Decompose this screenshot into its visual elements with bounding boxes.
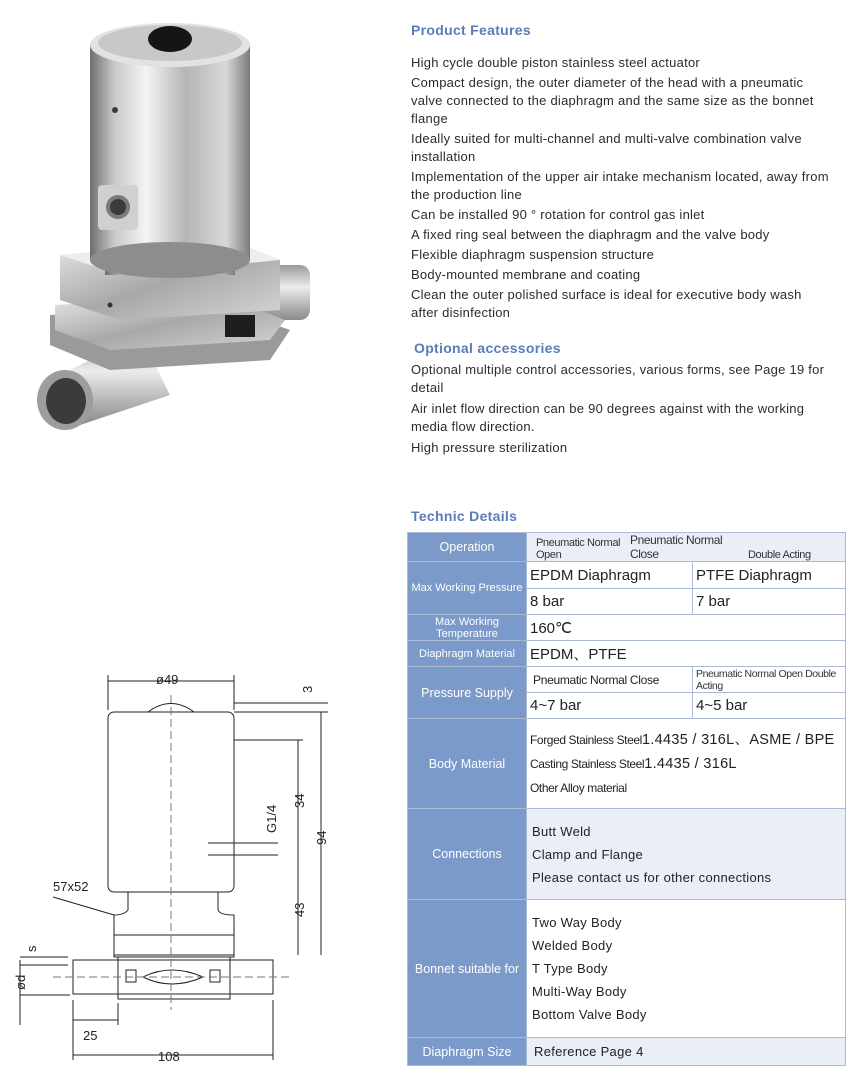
table-row bbox=[408, 641, 846, 667]
list-item: High cycle double piston stainless steel actuator bbox=[411, 55, 701, 70]
epdm-pressure-value: 8 bar bbox=[527, 589, 693, 615]
technic-title: Technic Details bbox=[411, 508, 518, 524]
list-item: High pressure sterilization bbox=[411, 440, 568, 455]
list-item: Flexible diaphragm suspension structure bbox=[411, 247, 655, 262]
table-row bbox=[408, 562, 846, 589]
list-item: Ideally suited for multi-channel and multi-valve combination valve installation bbox=[411, 131, 802, 164]
operation-option: Double Acting bbox=[748, 549, 811, 561]
list-item: Implementation of the upper air intake mechanism located, away from the production line bbox=[411, 169, 829, 202]
row-label-pressure-supply: Pressure Supply bbox=[408, 667, 527, 719]
list-item: Can be installed 90 ° rotation for control gas inlet bbox=[411, 207, 705, 222]
casting-line bbox=[530, 752, 842, 776]
table-row bbox=[408, 719, 846, 809]
row-label-diaphragm-size: Diaphragm Size bbox=[408, 1038, 527, 1066]
casting-grade: 1.4435 / 316L bbox=[644, 755, 737, 772]
list-item: Compact design, the outer diameter of the head with a pneumatic valve connected to the diaphragm and the same size as the bonnet flange bbox=[411, 75, 814, 126]
pressure-supply-value-open: 4~5 bar bbox=[693, 693, 846, 719]
list-item: Air inlet flow direction can be 90 degrees against with the working media flow direction. bbox=[411, 401, 805, 434]
dim-s: s bbox=[24, 945, 39, 952]
row-label-body-material: Body Material bbox=[408, 719, 527, 809]
dim-thread: G1/4 bbox=[264, 804, 279, 833]
list-item: Multi-Way Body bbox=[532, 984, 627, 999]
list-item: A fixed ring seal between the diaphragm and the valve body bbox=[411, 227, 770, 242]
list-item: Welded Body bbox=[532, 938, 613, 953]
features-title: Product Features bbox=[411, 22, 531, 38]
list-item: Clamp and Flange bbox=[532, 846, 644, 862]
ptfe-diaphragm-header: PTFE Diaphragm bbox=[693, 562, 846, 589]
list-item: Body-mounted membrane and coating bbox=[411, 267, 641, 282]
list-item: Bottom Valve Body bbox=[532, 1007, 647, 1022]
operation-option: Pneumatic Normal Open bbox=[536, 537, 621, 561]
list-item: Clean the outer polished surface is ideal for executive body wash after disinfection bbox=[411, 287, 802, 320]
row-label-operation: Operation bbox=[408, 533, 527, 562]
dim-top-diameter: ø49 bbox=[156, 672, 179, 687]
operation-options bbox=[527, 533, 846, 562]
connections-list bbox=[527, 809, 846, 900]
row-label-diaphragm-material: Diaphragm Material bbox=[408, 641, 527, 667]
dimension-line bbox=[53, 897, 114, 915]
table-row bbox=[408, 1038, 846, 1066]
technic-table bbox=[407, 532, 846, 1066]
dim-cap: 3 bbox=[300, 685, 315, 693]
features-list bbox=[411, 54, 831, 324]
forged-prefix: Forged Stainless Steel bbox=[530, 732, 642, 747]
valve-product-photo bbox=[20, 15, 350, 445]
body-boss bbox=[210, 970, 220, 982]
table-row bbox=[408, 533, 846, 562]
list-item: Please contact us for other connections bbox=[532, 869, 772, 885]
max-temperature-value: 160℃ bbox=[527, 615, 846, 641]
accessories-list bbox=[411, 361, 831, 460]
table-row bbox=[408, 615, 846, 641]
dim-flange: 57x52 bbox=[53, 879, 89, 894]
dim-end: 25 bbox=[83, 1028, 98, 1043]
pressure-supply-header-normal-open: Pneumatic Normal Open Double Acting bbox=[693, 667, 846, 693]
bonnet-outline bbox=[114, 935, 234, 957]
table-row bbox=[408, 900, 846, 1038]
epdm-diaphragm-header: EPDM Diaphragm bbox=[527, 562, 693, 589]
body-center-outline bbox=[118, 957, 230, 999]
other-material: Other Alloy material bbox=[530, 780, 627, 795]
row-label-max-pressure: Max Working Pressure bbox=[408, 562, 527, 615]
neck-outline bbox=[114, 892, 234, 955]
row-label-bonnet: Bonnet suitable for bbox=[408, 900, 527, 1038]
forged-line bbox=[530, 728, 842, 752]
accessories-title: Optional accessories bbox=[414, 340, 561, 356]
ptfe-pressure-value: 7 bar bbox=[693, 589, 846, 615]
table-row bbox=[408, 809, 846, 900]
casting-prefix: Casting Stainless Steel bbox=[530, 756, 645, 771]
dim-length: 108 bbox=[158, 1049, 180, 1064]
table-row bbox=[408, 667, 846, 693]
pressure-supply-value-close: 4~7 bar bbox=[527, 693, 693, 719]
list-item: T Type Body bbox=[532, 961, 608, 976]
list-item: Two Way Body bbox=[532, 915, 622, 930]
dim-lower: 43 bbox=[292, 902, 307, 917]
dimension-drawing bbox=[8, 665, 353, 1070]
row-label-max-temperature: Max Working Temperature bbox=[408, 615, 527, 641]
forged-grade: 1.4435 / 316L、ASME / BPE bbox=[641, 731, 835, 748]
bonnet-list bbox=[527, 900, 846, 1038]
diaphragm-size-value: Reference Page 4 bbox=[527, 1038, 846, 1066]
pressure-supply-header-normal-close: Pneumatic Normal Close bbox=[527, 667, 693, 693]
operation-option: Pneumatic Normal Close bbox=[630, 533, 723, 561]
list-item: Optional multiple control accessories, various forms, see Page 19 for detail bbox=[411, 362, 825, 395]
row-label-connections: Connections bbox=[408, 809, 527, 900]
dim-od: ød bbox=[13, 974, 28, 990]
body-material-value bbox=[527, 719, 846, 809]
dim-total-height: 94 bbox=[314, 830, 329, 845]
diaphragm-material-value: EPDM、PTFE bbox=[527, 641, 846, 667]
dim-upper: 34 bbox=[292, 793, 307, 808]
body-boss bbox=[126, 970, 136, 982]
list-item: Butt Weld bbox=[532, 823, 591, 839]
